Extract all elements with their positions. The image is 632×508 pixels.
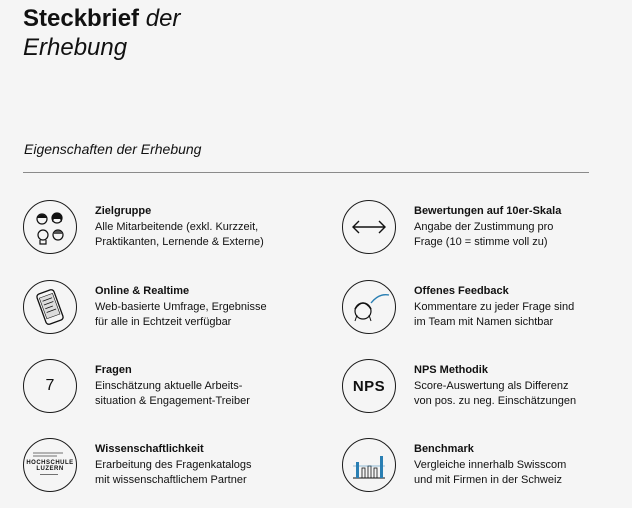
item-nps-methodik [342,359,622,419]
item-title: Zielgruppe [95,205,152,217]
item-title: Benchmark [414,443,474,455]
item-desc: Angabe der Zustimmung pro Frage (10 = stimme voll zu) [414,221,554,248]
item-desc: Kommentare zu jeder Frage sind im Team mit Namen sichtbar [414,301,575,328]
item-wissenschaftlichkeit [23,438,303,498]
seven-icon [23,359,77,413]
item-zielgruppe [23,200,303,260]
item-fragen [23,359,303,419]
section-title: Eigenschaften der Erhebung [24,141,202,157]
item-title: Bewertungen auf 10er-Skala [414,205,562,217]
item-offenes-feedback [342,280,622,340]
item-title: Offenes Feedback [414,285,509,297]
page-title [23,4,180,62]
benchmark-icon [342,438,396,492]
divider [23,172,589,173]
item-title: NPS Methodik [414,364,488,376]
item-benchmark [342,438,622,498]
item-title: Online & Realtime [95,285,190,297]
people-icon [23,200,77,254]
item-desc: Score-Auswertung als Differenz von pos. zu neg. Einschätzungen [414,380,577,407]
feedback-icon [342,280,396,334]
hslu-label: HOCHSCHULE LUZERN [26,460,74,472]
title-italic-1: der [145,5,181,32]
nps-icon [342,359,396,413]
hslu-logo-icon [23,438,77,492]
seven-label: 7 [45,377,55,394]
item-title: Wissenschaftlichkeit [95,443,204,455]
item-desc: Erarbeitung des Fragenkatalogs mit wissenschaftlichem Partner [95,459,252,486]
nps-label: NPS [352,377,386,395]
phone-icon [23,280,77,334]
item-desc: Einschätzung aktuelle Arbeits- situation & Engagement-Treiber [95,380,250,407]
item-desc: Web-basierte Umfrage, Ergebnisse für alle in Echtzeit verfügbar [95,301,267,328]
item-desc: Vergleiche innerhalb Swisscom und mit Firmen in der Schweiz [414,459,567,486]
arrows-icon [342,200,396,254]
item-title: Fragen [95,364,132,376]
title-italic-2: Erhebung [23,34,128,61]
item-bewertungen [342,200,622,260]
title-bold: Steckbrief [23,5,140,32]
item-online-realtime [23,280,303,340]
item-desc: Alle Mitarbeitende (exkl. Kurzzeit, Praktikanten, Lernende & Externe) [95,221,264,248]
